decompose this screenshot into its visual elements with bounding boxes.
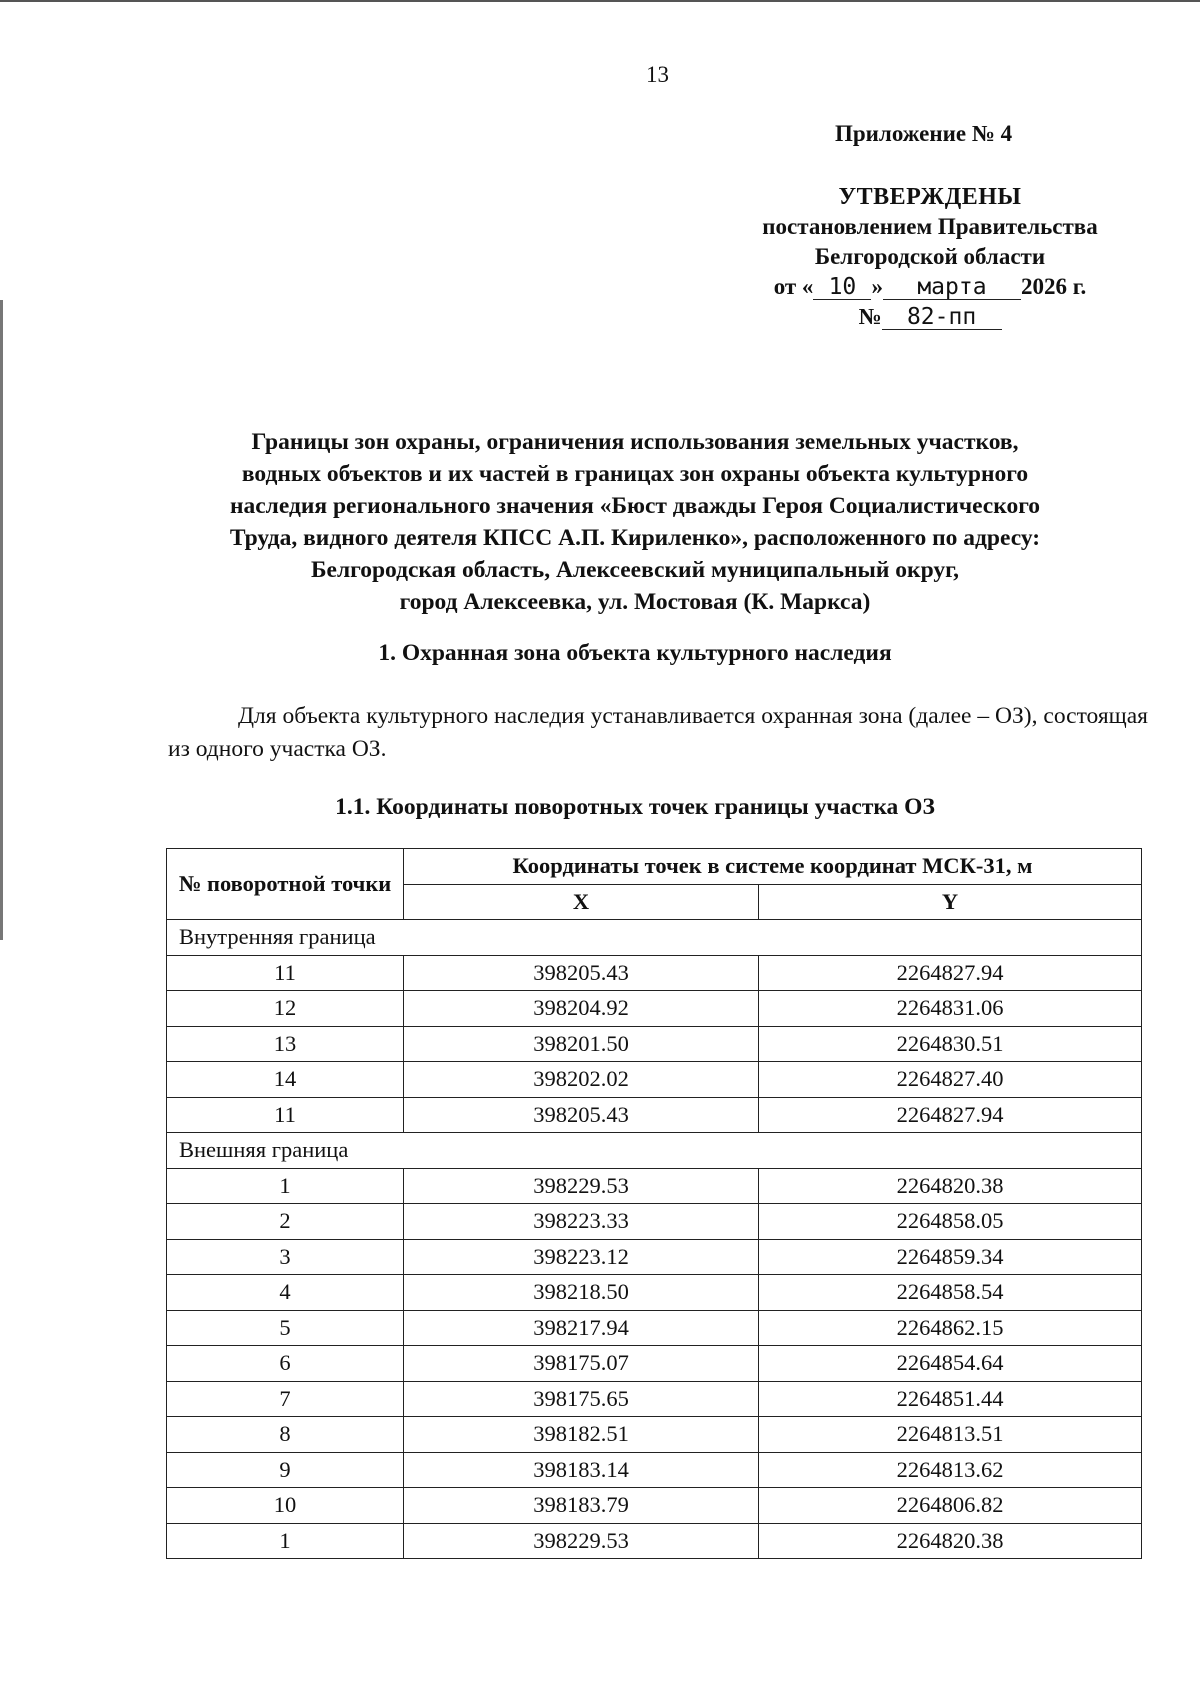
y-coordinate-cell: 2264827.94 [759,1097,1142,1133]
approval-number [730,302,1130,332]
number-value: 82-пп [882,305,1002,330]
point-number-cell: 11 [167,1097,404,1133]
x-coordinate-cell: 398201.50 [404,1026,759,1062]
table-row [167,1097,1142,1133]
number-prefix: № [858,304,882,329]
x-coordinate-cell: 398183.79 [404,1488,759,1524]
y-coordinate-cell: 2264820.38 [759,1523,1142,1559]
table-row [167,1346,1142,1382]
header-point-number: № поворотной точки [167,849,404,920]
y-coordinate-cell: 2264813.51 [759,1417,1142,1453]
point-number-cell: 5 [167,1310,404,1346]
x-coordinate-cell: 398183.14 [404,1452,759,1488]
y-coordinate-cell: 2264831.06 [759,991,1142,1027]
point-number-cell: 9 [167,1452,404,1488]
title-line: город Алексеевка, ул. Мостовая (К. Маркса) [399,589,871,615]
group-row [167,920,1142,956]
table-row [167,1062,1142,1098]
approval-line2: Белгородской области [814,244,1046,269]
x-coordinate-cell: 398229.53 [404,1168,759,1204]
point-number-cell: 3 [167,1239,404,1275]
title-line: Белгородская область, Алексеевский муниципальный округ, [310,557,960,583]
x-coordinate-cell: 398202.02 [404,1062,759,1098]
point-number-cell: 13 [167,1026,404,1062]
group-row [167,1133,1142,1169]
page-number: 13 [646,62,669,87]
y-coordinate-cell: 2264813.62 [759,1452,1142,1488]
table-row [167,1488,1142,1524]
section-heading: 1. Охранная зона объекта культурного наследия [378,640,892,666]
point-number-cell: 1 [167,1523,404,1559]
point-number-cell: 7 [167,1381,404,1417]
point-number-cell: 10 [167,1488,404,1524]
approval-date [730,272,1130,302]
table-row [167,991,1142,1027]
x-coordinate-cell: 398223.33 [404,1204,759,1240]
header-coordinates: Координаты точек в системе координат МСК-31, м [404,849,1142,885]
title-line: Труда, видного деятеля КПСС А.П. Кириленко», расположенного по адресу: [229,525,1041,551]
x-coordinate-cell: 398205.43 [404,1097,759,1133]
point-number-cell: 6 [167,1346,404,1382]
table-row [167,1381,1142,1417]
date-day: 10 [813,275,871,300]
table-row [167,1452,1142,1488]
y-coordinate-cell: 2264806.82 [759,1488,1142,1524]
approval-title: УТВЕРЖДЕНЫ [838,184,1022,210]
y-coordinate-cell: 2264859.34 [759,1239,1142,1275]
y-coordinate-cell: 2264827.40 [759,1062,1142,1098]
date-year: 2026 г. [1020,274,1087,299]
x-coordinate-cell: 398205.43 [404,955,759,991]
x-coordinate-cell: 398175.07 [404,1346,759,1382]
table-row [167,1417,1142,1453]
y-coordinate-cell: 2264862.15 [759,1310,1142,1346]
subsection-heading: 1.1. Координаты поворотных точек границы участка ОЗ [335,794,935,820]
table-row [167,955,1142,991]
x-coordinate-cell: 398229.53 [404,1523,759,1559]
group-label: Внешняя граница [167,1133,1142,1169]
appendix-label: Приложение № 4 [835,121,1013,146]
point-number-cell: 8 [167,1417,404,1453]
y-coordinate-cell: 2264858.05 [759,1204,1142,1240]
approval-line1: постановлением Правительства [762,214,1098,239]
point-number-cell: 4 [167,1275,404,1311]
approval-block [730,182,1130,332]
y-coordinate-cell: 2264827.94 [759,955,1142,991]
y-coordinate-cell: 2264830.51 [759,1026,1142,1062]
table-row [167,1275,1142,1311]
table-row [167,1239,1142,1275]
date-month: марта [883,275,1021,300]
coordinates-table [166,848,1142,1559]
x-coordinate-cell: 398218.50 [404,1275,759,1311]
x-coordinate-cell: 398175.65 [404,1381,759,1417]
point-number-cell: 11 [167,955,404,991]
table-body [167,920,1142,1559]
table-row [167,1026,1142,1062]
point-number-cell: 1 [167,1168,404,1204]
table-row [167,1310,1142,1346]
header-x: X [404,884,759,920]
header-y: Y [759,884,1142,920]
date-prefix: от « [773,274,814,299]
group-label: Внутренняя граница [167,920,1142,956]
y-coordinate-cell: 2264854.64 [759,1346,1142,1382]
intro-text: Для объекта культурного наследия устанавливается охранная зона (далее – ОЗ), состоящая из одного участка ОЗ. [168,703,1148,762]
point-number-cell: 2 [167,1204,404,1240]
x-coordinate-cell: 398204.92 [404,991,759,1027]
document-title [170,426,1100,618]
title-line: наследия регионального значения «Бюст дважды Героя Социалистического [229,493,1041,519]
x-coordinate-cell: 398223.12 [404,1239,759,1275]
table-row [167,1523,1142,1559]
y-coordinate-cell: 2264851.44 [759,1381,1142,1417]
point-number-cell: 12 [167,991,404,1027]
table-row [167,1168,1142,1204]
x-coordinate-cell: 398217.94 [404,1310,759,1346]
left-scan-edge [0,300,3,940]
title-line: Границы зон охраны, ограничения использования земельных участков, [251,429,1019,455]
table-row [167,1204,1142,1240]
point-number-cell: 14 [167,1062,404,1098]
intro-paragraph [168,700,1148,766]
date-mid: » [871,274,883,299]
x-coordinate-cell: 398182.51 [404,1417,759,1453]
y-coordinate-cell: 2264858.54 [759,1275,1142,1311]
title-line: водных объектов и их частей в границах зон охраны объекта культурного [241,461,1029,487]
top-scan-border [0,0,1200,2]
y-coordinate-cell: 2264820.38 [759,1168,1142,1204]
